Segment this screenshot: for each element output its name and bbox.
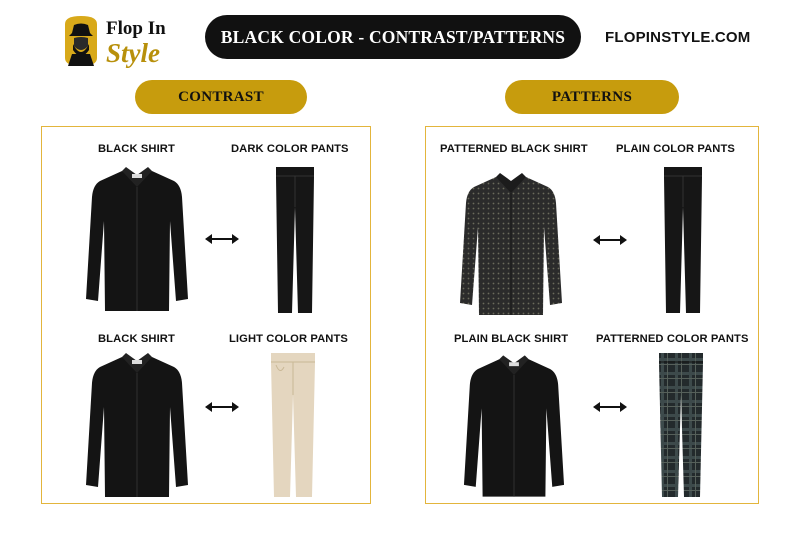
dark-pants-icon xyxy=(274,167,316,315)
contrast-pair1-pants-label: DARK COLOR PANTS xyxy=(231,143,349,155)
patterns-pair2-pants-label: PATTERNED COLOR PANTS xyxy=(596,333,749,345)
contrast-panel xyxy=(41,126,371,504)
black-shirt-icon xyxy=(462,353,566,499)
section-heading-contrast: CONTRAST xyxy=(135,80,307,114)
plaid-pants-icon xyxy=(656,353,706,499)
page-title: BLACK COLOR - CONTRAST/PATTERNS xyxy=(205,15,581,59)
double-arrow-icon xyxy=(204,401,240,413)
contrast-pair1-shirt-label: BLACK SHIRT xyxy=(98,143,175,155)
man-in-hat-logo-icon xyxy=(62,14,100,68)
contrast-pair2-pants-label: LIGHT COLOR PANTS xyxy=(229,333,348,345)
double-arrow-icon xyxy=(592,234,628,246)
black-shirt-icon xyxy=(84,165,190,313)
patterns-pair1-pants-label: PLAIN COLOR PANTS xyxy=(616,143,735,155)
brand-logo[interactable] xyxy=(62,12,222,74)
contrast-pair2-shirt-label: BLACK SHIRT xyxy=(98,333,175,345)
double-arrow-icon xyxy=(592,401,628,413)
patterned-shirt-icon xyxy=(456,171,566,317)
brand-name-line2: Style xyxy=(106,38,160,68)
patterns-pair1-shirt-label: PATTERNED BLACK SHIRT xyxy=(440,143,588,155)
brand-name-line1: Flop In xyxy=(106,18,166,39)
section-heading-patterns: PATTERNS xyxy=(505,80,679,114)
patterns-pair2-shirt-label: PLAIN BLACK SHIRT xyxy=(454,333,569,345)
double-arrow-icon xyxy=(204,233,240,245)
plain-pants-icon xyxy=(662,167,704,315)
patterns-panel xyxy=(425,126,759,504)
black-shirt-icon xyxy=(84,351,190,499)
site-url-link[interactable]: FLOPINSTYLE.COM xyxy=(605,29,751,46)
light-pants-icon xyxy=(268,353,318,499)
